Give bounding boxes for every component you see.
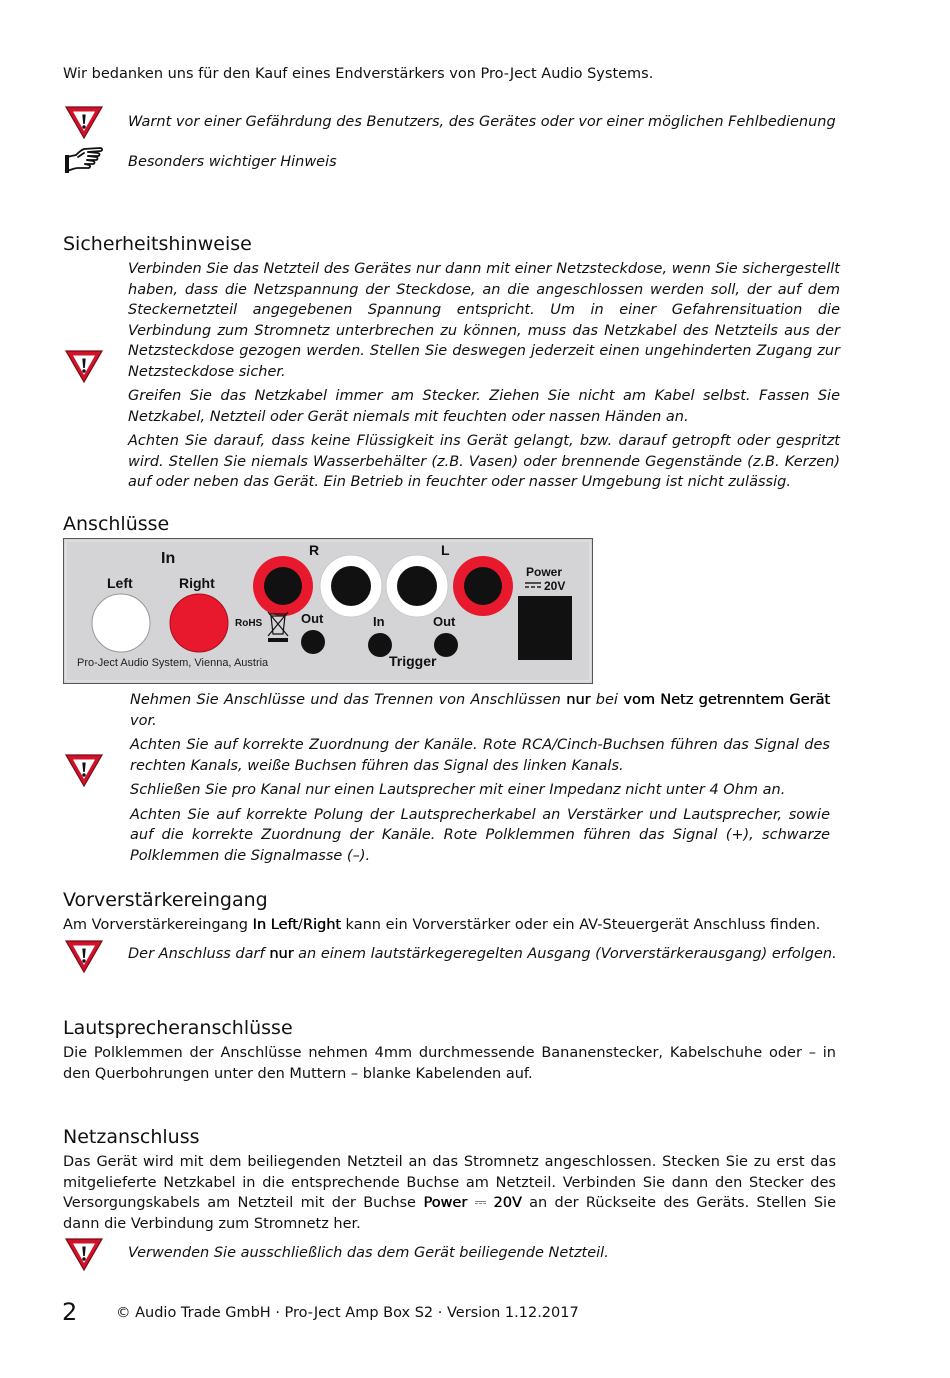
connection-note: Nehmen Sie Anschlüsse und das Trennen von Anschlüssen nur bei vom Netz getrenntem Gerät vor. [130, 692, 830, 729]
warning-triangle-icon [64, 104, 104, 140]
rohs-label: RoHS [235, 618, 263, 629]
pointing-hand-icon [64, 145, 106, 179]
safety-paragraph: Achten Sie darauf, dass keine Flüssigkeit ins Gerät gelangt, bzw. darauf getropft oder gespritzt wird. Stellen Sie niemals Wasserbehälter (z.B. Vasen) oder brennende Gegenstände (z.B. Kerzen) auf oder neben das Gerät. Ein Betrieb in feuchter oder nasser Umgebung ist nicht zulässig. [128, 433, 840, 490]
preamp-text: Am Vorverstärkereingang In Left/Right kann ein Vorverstärker oder ein AV-Steuergerät Anschluss finden. [63, 917, 821, 933]
preamp-heading: Vorverstärkereingang [63, 889, 268, 911]
warning-triangle-icon [64, 938, 104, 974]
power-socket [518, 596, 572, 660]
rear-panel-diagram [63, 538, 593, 684]
connections-heading: Anschlüsse [63, 513, 170, 535]
page-number: 2 [62, 1298, 78, 1326]
power-note: Verwenden Sie ausschließlich das dem Gerät beiliegende Netzteil. [128, 1245, 609, 1261]
panel-right-label: Right [179, 575, 215, 591]
power-label: Power [526, 565, 563, 579]
warning-triangle-icon [64, 348, 104, 384]
panel-r-label: R [309, 542, 320, 558]
warning-triangle-icon [64, 752, 104, 788]
legend-hint-text: Besonders wichtiger Hinweis [128, 154, 337, 170]
legend-warning-text: Warnt vor einer Gefährdung des Benutzers, des Gerätes oder vor einer möglichen Fehlbedienung [128, 114, 836, 130]
warning-triangle-icon [64, 1236, 104, 1272]
trigger-out-jack [434, 633, 458, 657]
safety-paragraph: Verbinden Sie das Netzteil des Gerätes nur dann mit einer Netzsteckdose, wenn Sie sichergestellt haben, dass die Netzspannung der Steckdose, an die angeschlossen werden soll, der auf dem Steckernetzteil angegebenen Spannung entspricht. Um in einer Gefahrensituation die Verbindung zum Stromnetz unterbrechen zu können, muss das Netzkabel des Netzteils aus der Netzsteckdose gezogen werden. Stellen Sie deswegen jederzeit einen ungehinderten Zugang zur Netzsteckdose sicher. [128, 261, 840, 380]
panel-brand-text: Pro-Ject Audio System, Vienna, Austria [77, 657, 269, 669]
connection-note: Schließen Sie pro Kanal nur einen Lautsprecher mit einer Impedanz nicht unter 4 Ohm an. [130, 782, 786, 798]
speakers-text: Die Polklemmen der Anschlüsse nehmen 4mm durchmessende Bananenstecker, Kabelschuhe oder – in den Querbohrungen unter den Muttern – blanke Kabelenden auf. [63, 1045, 836, 1082]
safety-paragraph: Greifen Sie das Netzkabel immer am Stecker. Ziehen Sie nicht am Kabel selbst. Fassen Sie Netzkabel, Netzteil oder Gerät niemals mit feuchten oder nassen Händen an. [128, 388, 840, 425]
speaker-terminal-right-minus [320, 555, 382, 617]
panel-l-label: L [441, 542, 450, 558]
trigger-in-label: In [373, 614, 385, 629]
panel-left-label: Left [107, 575, 133, 591]
panel-in-label: In [161, 550, 176, 567]
speaker-terminal-left-minus [386, 555, 448, 617]
speakers-heading: Lautsprecheranschlüsse [63, 1017, 293, 1039]
rca-left-input [92, 594, 150, 652]
safety-notes [128, 259, 840, 497]
panel-out-label: Out [301, 611, 324, 626]
trigger-out-label: Out [433, 614, 456, 629]
trigger-out-jack [301, 630, 325, 654]
trigger-label: Trigger [389, 653, 437, 669]
power-text: Das Gerät wird mit dem beiliegenden Netzteil an das Stromnetz angeschlossen. Stecken Sie zu erst das mitgelieferte Netzkabel in die entsprechende Buchse am Netzteil. Verbinden Sie dann den Stecker des Versorgungskabels am Netzteil mit der Buchse Power ⎓ 20V an der Rückseite des Geräts. Stellen Sie dann die Verbindung zum Stromnetz her. [63, 1154, 837, 1232]
safety-heading: Sicherheitshinweise [63, 233, 252, 255]
intro-text: Wir bedanken uns für den Kauf eines Endverstärkers von Pro-Ject Audio Systems. [63, 66, 654, 82]
speaker-terminal-right-plus [253, 556, 313, 616]
footer-text: © Audio Trade GmbH · Pro-Ject Amp Box S2 · Version 1.12.2017 [116, 1305, 579, 1321]
connection-note: Achten Sie auf korrekte Zuordnung der Kanäle. Rote RCA/Cinch-Buchsen führen das Signal des rechten Kanals, weiße Buchsen führen das Signal des linken Kanals. [130, 737, 830, 774]
power-heading: Netzanschluss [63, 1126, 200, 1148]
connection-notes [130, 690, 830, 870]
connection-note: Achten Sie auf korrekte Polung der Lautsprecherkabel an Verstärker und Lautsprecher, sowie auf die korrekte Zuordnung der Kanäle. Rote Polklemmen führen das Signal (+), schwarze Polklemmen die Signalmasse (–). [130, 806, 830, 864]
speaker-terminal-left-plus [453, 556, 513, 616]
preamp-note: Der Anschluss darf nur an einem lautstärkegeregelten Ausgang (Vorverstärkerausgang) erfolgen. [128, 946, 837, 962]
rca-right-input [170, 594, 228, 652]
power-voltage-label: 20V [544, 579, 566, 593]
